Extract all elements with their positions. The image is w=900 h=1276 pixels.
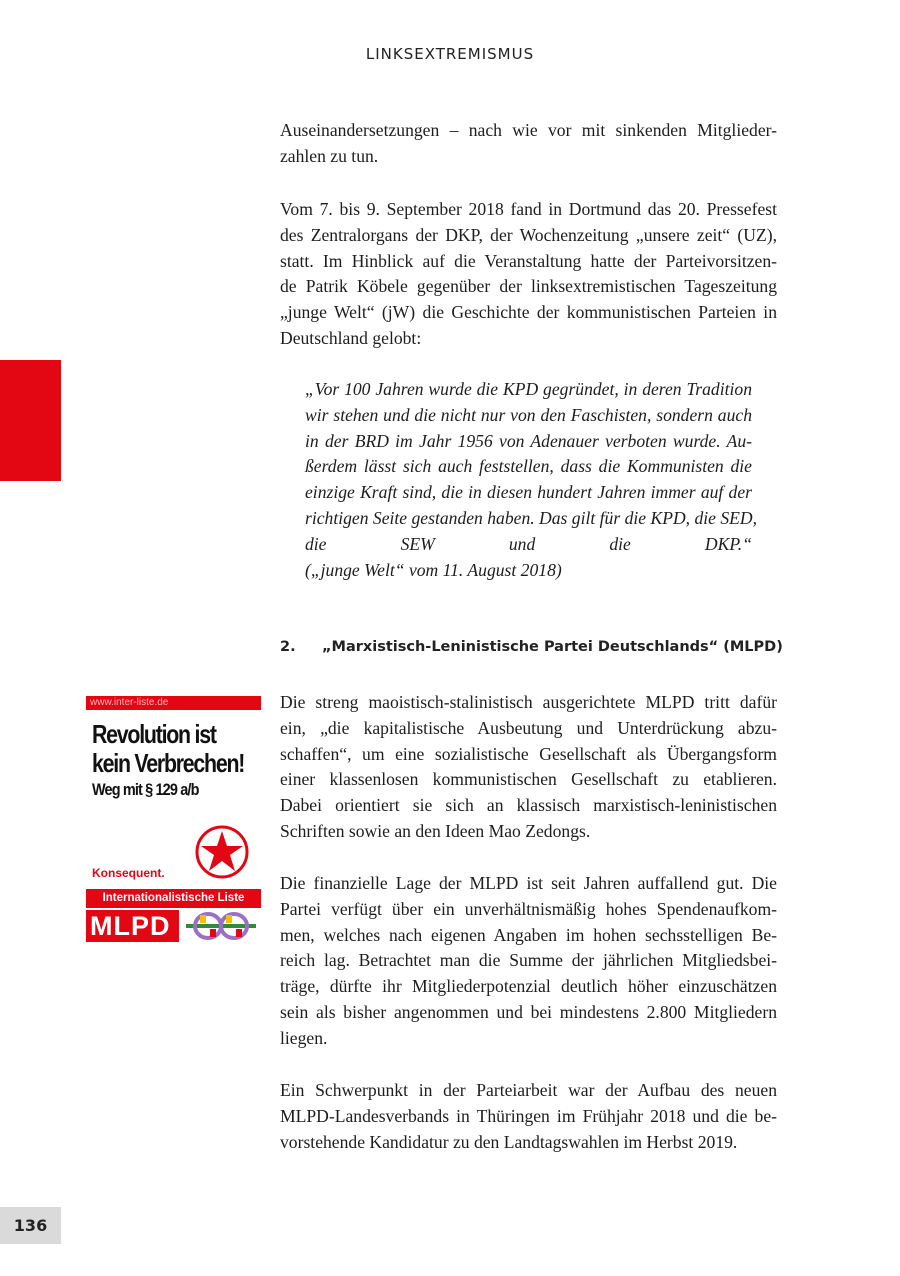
text-line: sein als bisher angenommen und bei mindestens 2.800 Mitgliedern: [280, 1001, 777, 1022]
internationalist-logo-icon: [184, 912, 258, 940]
poster-konsequent: Konsequent.: [92, 866, 165, 880]
paragraph: [280, 118, 777, 170]
poster-party-logo: MLPD: [86, 910, 179, 942]
paragraph: [280, 690, 777, 845]
text-line: die SEW und die DKP.“: [305, 533, 752, 554]
text-line: MLPD-Landesverbands in Thüringen im Frühjahr 2018 und die be-: [280, 1105, 777, 1126]
text-line: statt. Im Hinblick auf die Veranstaltung hatte der Parteivorsitzen-: [280, 250, 777, 271]
text-line: men, welches nach eigenen Angaben im hohen sechsstelligen Be-: [280, 924, 777, 945]
poster-headline-line: kein Verbrechen!: [92, 748, 245, 778]
block-quote: [305, 377, 757, 583]
text-line: Deutschland gelobt:: [280, 327, 422, 348]
text-line: wir stehen und die nicht nur von den Faschisten, sondern auch: [305, 404, 752, 425]
text-line: Ein Schwerpunkt in der Parteiarbeit war der Aufbau des neuen: [280, 1080, 777, 1100]
poster-subline: Weg mit § 129 a/b: [92, 780, 199, 799]
text-line: Auseinandersetzungen – nach wie vor mit sinkenden Mitglieder-: [280, 120, 777, 140]
text-line: ein, „die kapitalistische Ausbeutung und Unterdrückung abzu-: [280, 717, 777, 738]
paragraph: [280, 197, 777, 352]
poster-list-name: Internationalistische Liste: [86, 889, 261, 908]
text-line: „junge Welt“ (jW) die Geschichte der kommunistischen Parteien in: [280, 302, 777, 323]
text-line: zahlen zu tun.: [280, 145, 379, 166]
poster-headline: [92, 719, 245, 778]
text-line: Schriften sowie an den Ideen Mao Zedongs.: [280, 820, 591, 841]
section-title: „Marxistisch-Leninistische Partei Deutschlands“ (MLPD): [322, 639, 783, 655]
text-line: vorstehende Kandidatur zu den Landtagswahlen im Herbst 2019.: [280, 1131, 738, 1152]
section-number: 2.: [280, 639, 296, 655]
text-line: reich lag. Betrachtet man die Summe der jährlichen Mitgliedsbei-: [280, 950, 777, 971]
text-line: Dabei orientiert sie sich an klassisch marxistisch-leninistischen: [280, 795, 777, 816]
poster-url: www.inter-liste.de: [86, 696, 261, 710]
text-line: liegen.: [280, 1027, 328, 1048]
running-head: LINKSEXTREMISMUS: [365, 45, 535, 63]
paragraph: [280, 871, 777, 1052]
text-line: „Vor 100 Jahren wurde die KPD gegründet, in deren Tradition: [305, 379, 752, 399]
text-line: Die finanzielle Lage der MLPD ist seit Jahren auffallend gut. Die: [280, 873, 777, 893]
text-line: einzige Kraft sind, die in diesen hundert Jahren immer auf der: [305, 482, 752, 503]
text-line: Partei verfügt über ein unverhältnismäßig hohes Spendenaufkom-: [280, 898, 777, 919]
text-line: Vom 7. bis 9. September 2018 fand in Dortmund das 20. Pressefest: [280, 199, 777, 219]
text-line: richtigen Seite gestanden haben. Das gilt für die KPD, die SED,: [305, 507, 757, 528]
text-line: in der BRD im Jahr 1956 von Adenauer verboten wurde. Au-: [305, 430, 752, 451]
text-line: („junge Welt“ vom 11. August 2018): [305, 559, 562, 580]
red-star-icon: [194, 824, 250, 880]
text-line: des Zentralorgans der DKP, der Wochenzeitung „unsere zeit“ (UZ),: [280, 224, 777, 245]
text-line: de Patrik Köbele gegenüber der linksextremistischen Tageszeitung: [280, 276, 777, 297]
poster-headline-line: Revolution ist: [92, 719, 216, 749]
page-number: 136: [0, 1207, 61, 1244]
text-line: Die streng maoistisch-stalinistisch ausgerichtete MLPD tritt dafür: [280, 692, 777, 712]
text-line: schaffen“, um eine sozialistische Gesellschaft als Übergangsform: [280, 743, 777, 764]
mlpd-poster-image: [86, 696, 261, 942]
chapter-tab-marker: [0, 360, 61, 481]
text-line: einer klassenlosen kommunistischen Gesellschaft zu etablieren.: [280, 769, 777, 790]
text-line: träge, dürfte ihr Mitgliederpotenzial deutlich höher einzuschätzen: [280, 976, 777, 997]
text-line: ßerdem lässt sich auch feststellen, dass die Kommunisten die: [305, 456, 752, 477]
paragraph: [280, 1078, 777, 1155]
